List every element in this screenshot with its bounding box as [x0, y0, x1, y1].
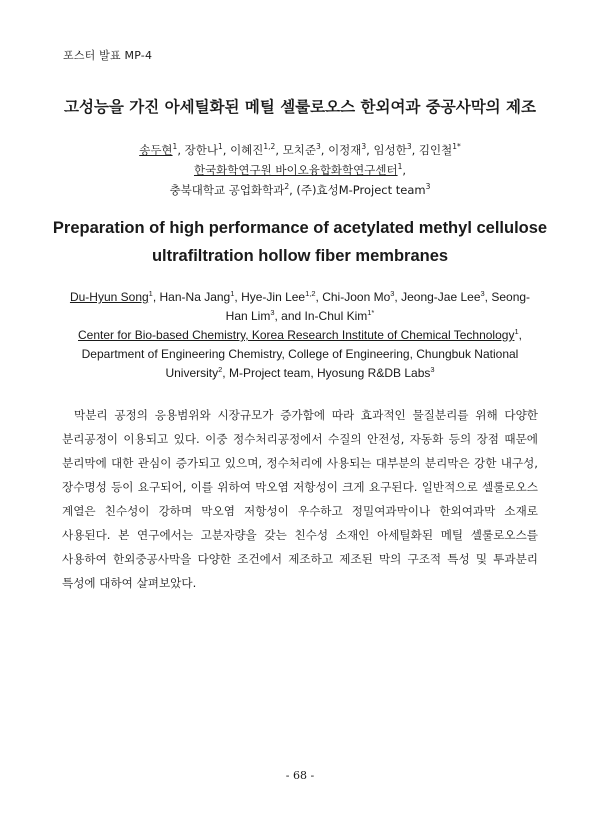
- english-author-presenter: Du-Hyun Song: [69, 290, 149, 304]
- korean-author-presenter: 송두현: [139, 143, 173, 157]
- english-author-list: Du-Hyun Song$^1$, Han-Na Jang$^1$, Hye-Jin Lee$^{1,2}$, Chi-Joon Mo$^3$, Jeong-Jae Lee$^3$, Seong-Han Lim$^3$, and In-Chul Kim$^{1*}$: [69, 289, 531, 323]
- korean-author: 이정재: [328, 143, 362, 157]
- english-title: Preparation of high performance of acetylated methyl cellulose ultrafiltration hollow fiber membranes: [52, 219, 548, 265]
- session-label: 포스터 발표 MP-4: [63, 49, 153, 62]
- korean-author: 이혜진: [230, 143, 264, 157]
- abstract-text: 막분리 공정의 응용범위와 시장규모가 증가함에 따라 효과적인 물질분리를 위해 다양한 분리공정이 이용되고 있다. 이중 정수처리공정에서 수질의 안전성, 자동화 등의 장점 때문에 분리막에 대한 관심이 증가되고 있으며, 정수처리에 사용되는 대부분의 분리막은 강한 내구성, 장수명성 등이 요구되어, 이를 위하여 막오염 저항성이 크게 요구된다. 일반적으로 셀룰로오스 계열은 친수성이 강하며 막오염 저항성이 우수하고 정밀여과막이나 한외여과막 소재로 사용된다. 본 연구에서는 고분자량을 갖는 친수성 소재인 아세틸화된 메틸 셀룰로오스를 사용하여 한외중공사막을 다양한 조건에서 제조하고 제조된 막의 구조적 특성 및 투과분리 특성에 대하여 살펴보았다.: [62, 408, 538, 590]
- page-number: - 68 -: [285, 769, 315, 782]
- english-affiliation-2-3: Department of Engineering Chemistry, College of Engineering, Chungbuk National University$^2$, M-Project team, Hyosung R&DB Labs$^3$: [81, 347, 519, 380]
- english-author-block: [62, 288, 538, 383]
- english-affiliation-1: Center for Bio-based Chemistry, Korea Research Institute of Chemical Technology$^1$,: [78, 327, 522, 342]
- english-author: Chi-Joon Mo: [322, 290, 391, 304]
- korean-author-list: 송두현$^1$, 장한나$^1$, 이혜진$^{1,2}$, 모치준$^3$, 이정재$^3$, 임성한$^3$, 김인철$^{1*}$: [139, 142, 461, 157]
- korean-author-block: [0, 140, 600, 200]
- english-author: Hye-Jin Lee: [241, 290, 306, 304]
- korean-author: 장한나: [184, 143, 218, 157]
- abstract-paragraph: [62, 403, 538, 595]
- korean-author: 모치준: [282, 143, 316, 157]
- korean-author: 김인철: [418, 143, 453, 157]
- korean-author: 임성한: [373, 143, 407, 157]
- korean-affiliation-1: 한국화학연구원 바이오융합화학연구센터$^1$,: [193, 162, 407, 177]
- english-author: Jeong-Jae Lee: [401, 290, 481, 304]
- korean-affiliation-2-3: 충북대학교 공업화학과$^2$, (주)효성M-Project team$^3$: [169, 182, 431, 197]
- english-author: Seong-Han Lim: [225, 290, 531, 323]
- english-author: Han-Na Jang: [159, 290, 231, 304]
- english-author: In-Chul Kim: [304, 309, 368, 323]
- korean-title: 고성능을 가진 아세틸화된 메틸 셀룰로오스 한외여과 중공사막의 제조: [64, 98, 536, 116]
